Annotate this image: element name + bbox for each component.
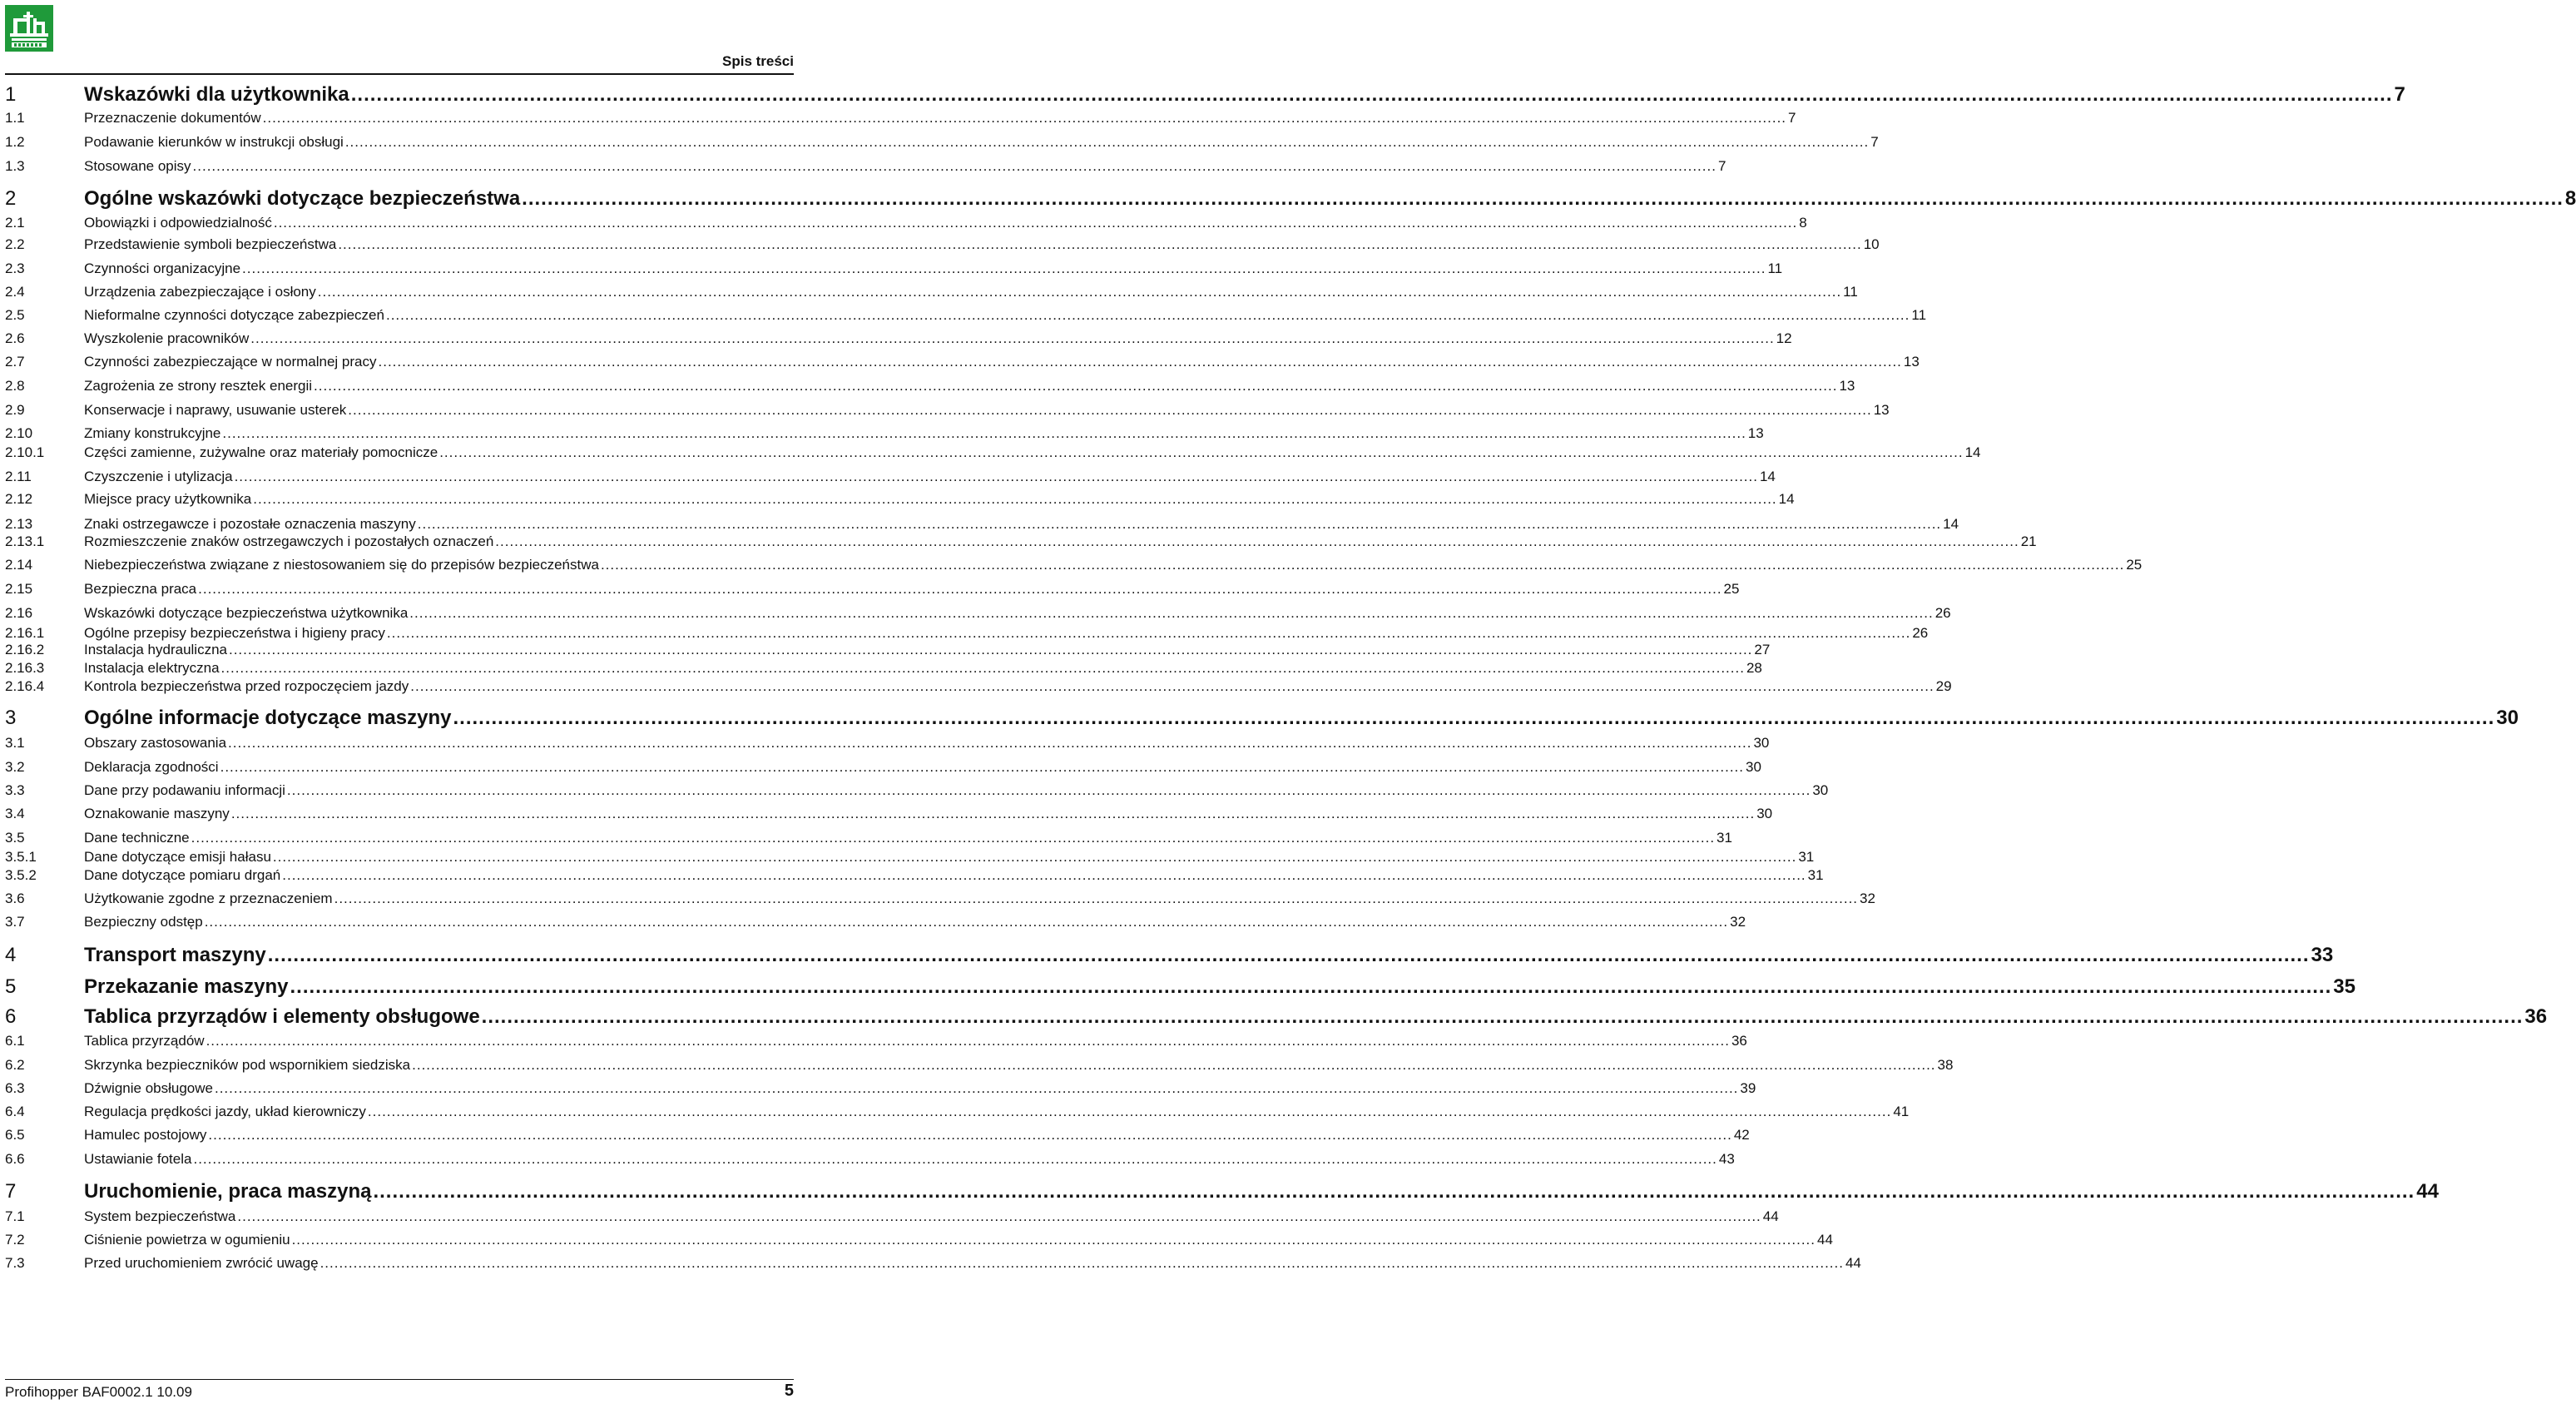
toc-page-number: 25 (1723, 581, 1740, 597)
toc-page-number: 21 (2020, 533, 2037, 549)
toc-title: Urządzenia zabezpieczające i osłony (84, 284, 316, 300)
toc-leader-dots (453, 707, 2494, 730)
toc-page-number: 42 (1733, 1127, 1750, 1143)
toc-section-row[interactable] (5, 215, 1807, 231)
amazone-logo-icon (5, 5, 53, 52)
toc-title: Wskazówki dla użytkownika (84, 83, 349, 106)
toc-number: 2.8 (5, 378, 25, 394)
toc-section-row[interactable] (5, 354, 1920, 370)
toc-leader-dots (253, 491, 1776, 508)
toc-page-number: 8 (1799, 215, 1807, 231)
toc-number: 3.4 (5, 806, 25, 821)
toc-page-number: 39 (1740, 1080, 1756, 1096)
toc-section-row[interactable] (5, 759, 1761, 776)
toc-number: 6.6 (5, 1151, 25, 1167)
toc-leader-dots (338, 236, 1861, 253)
toc-leader-dots (418, 516, 1941, 533)
toc-leader-dots (228, 735, 1751, 752)
toc-leader-dots (314, 378, 1837, 394)
toc-number: 3.5 (5, 830, 25, 846)
toc-title: Przed uruchomieniem zwrócić uwagę (84, 1255, 319, 1271)
toc-leader-dots (222, 425, 1746, 442)
toc-title: Wskazówki dotyczące bezpieczeństwa użytkownika (84, 605, 409, 621)
toc-number: 7 (5, 1180, 17, 1203)
toc-page-number: 30 (1746, 759, 1761, 775)
toc-chapter-row[interactable] (5, 83, 2405, 107)
toc-number: 1.2 (5, 134, 25, 150)
toc-page-number: 13 (1903, 354, 1920, 370)
toc-leader-dots (387, 625, 1910, 642)
header-title: Spis treści (722, 53, 794, 69)
toc-section-row[interactable] (5, 516, 1959, 533)
toc-section-row[interactable] (5, 533, 2037, 550)
toc-page-number: 28 (1746, 660, 1762, 676)
toc-chapter-row[interactable] (5, 975, 2356, 999)
toc-number: 6.4 (5, 1104, 25, 1119)
toc-page-number: 13 (1839, 378, 1855, 394)
toc-number: 3.6 (5, 891, 25, 906)
toc-page-number: 30 (2496, 707, 2519, 729)
toc-leader-dots (237, 1208, 1761, 1225)
toc-title: Rozmieszczenie znaków ostrzegawczych i pozostałych oznaczeń (84, 533, 494, 549)
toc-section-row[interactable] (5, 782, 1829, 799)
toc-leader-dots (348, 402, 1871, 419)
toc-page-number: 7 (1717, 158, 1726, 174)
toc-title: Obszary zastosowania (84, 735, 227, 751)
toc-title: Ogólne wskazówki dotyczące bezpieczeństwa (84, 187, 521, 210)
toc-chapter-row[interactable] (5, 187, 2576, 211)
toc-leader-dots (206, 1033, 1730, 1049)
toc-leader-dots (208, 1127, 1731, 1144)
toc-chapter-row[interactable] (5, 1005, 2548, 1029)
toc-section-row[interactable] (5, 660, 1762, 677)
toc-title: Nieformalne czynności dotyczące zabezpieczeń (84, 307, 384, 323)
toc-title: Tablica przyrządów (84, 1033, 205, 1049)
toc-leader-dots (273, 849, 1796, 866)
toc-page-number: 14 (1964, 444, 1981, 460)
toc-page-number: 32 (1730, 914, 1746, 930)
toc-page-number: 31 (1717, 830, 1732, 846)
toc-section-row[interactable] (5, 678, 1952, 695)
toc-leader-dots (386, 307, 1910, 324)
toc-section-row[interactable] (5, 1080, 1756, 1097)
toc-page-number: 30 (1753, 735, 1770, 751)
toc-title: Stosowane opisy (84, 158, 191, 174)
toc-leader-dots (373, 1180, 2415, 1203)
toc-section-row[interactable] (5, 378, 1855, 394)
toc-number: 2 (5, 187, 17, 210)
toc-leader-dots (282, 867, 1806, 884)
toc-number: 3.7 (5, 914, 25, 930)
toc-section-row[interactable] (5, 134, 1879, 151)
toc-number: 2.6 (5, 330, 25, 346)
toc-number: 1.1 (5, 110, 25, 126)
toc-title: Ogólne informacje dotyczące maszyny (84, 707, 452, 729)
toc-title: Czyszczenie i utylizacja (84, 469, 233, 484)
toc-title: Dane przy podawaniu informacji (84, 782, 285, 798)
toc-section-row[interactable] (5, 444, 1981, 461)
toc-number: 6.1 (5, 1033, 25, 1049)
toc-page-number: 8 (2564, 187, 2576, 210)
toc-page-number: 27 (1754, 642, 1771, 657)
toc-title: Znaki ostrzegawcze i pozostałe oznaczenia maszyny (84, 516, 416, 532)
toc-leader-dots (193, 1151, 1717, 1168)
toc-section-row[interactable] (5, 307, 1927, 324)
toc-section-row[interactable] (5, 642, 1771, 658)
toc-page-number: 30 (1756, 806, 1773, 821)
toc-number: 6.5 (5, 1127, 25, 1143)
toc-leader-dots (334, 891, 1858, 907)
toc-section-row[interactable] (5, 284, 1858, 300)
toc-page-number: 13 (1873, 402, 1890, 418)
toc-number: 1 (5, 83, 17, 106)
toc-title: Tablica przyrządów i elementy obsługowe (84, 1005, 480, 1028)
toc-number: 2.2 (5, 236, 25, 252)
toc-leader-dots (351, 83, 2393, 107)
toc-title: Konserwacje i naprawy, usuwanie usterek (84, 402, 347, 418)
toc-number: 2.16.2 (5, 642, 45, 657)
toc-title: Dane dotyczące emisji hałasu (84, 849, 271, 865)
header-divider (5, 73, 794, 75)
toc-page-number: 12 (1776, 330, 1792, 346)
toc-page-number: 35 (2333, 975, 2356, 998)
toc-leader-dots (231, 806, 1755, 822)
toc-leader-dots (198, 581, 1721, 598)
toc-section-row[interactable] (5, 867, 1824, 884)
toc-title: Miejsce pracy użytkownika (84, 491, 252, 507)
toc-page-number: 7 (1788, 110, 1796, 126)
toc-section-row[interactable] (5, 1033, 1747, 1049)
toc-leader-dots (318, 284, 1841, 300)
toc-leader-dots (368, 1104, 1891, 1120)
toc-title: Wyszkolenie pracowników (84, 330, 250, 346)
toc-title: Ustawianie fotela (84, 1151, 192, 1167)
toc-page-number: 7 (2394, 83, 2405, 106)
toc-number: 3 (5, 707, 17, 729)
toc-title: Instalacja elektryczna (84, 660, 220, 676)
toc-number: 2.16.1 (5, 625, 45, 641)
toc-page-number: 44 (2416, 1180, 2439, 1203)
toc-section-row[interactable] (5, 469, 1776, 485)
toc-number: 2.14 (5, 557, 33, 573)
toc-title: Obowiązki i odpowiedzialność (84, 215, 272, 231)
toc-title: Podawanie kierunków w instrukcji obsługi (84, 134, 344, 150)
toc-page-number: 26 (1934, 605, 1951, 621)
toc-number: 2.11 (5, 469, 32, 484)
toc-page-number: 14 (1778, 491, 1795, 507)
toc-number: 6 (5, 1005, 17, 1028)
toc-page-number: 44 (1816, 1232, 1833, 1248)
toc-section-row[interactable] (5, 581, 1740, 598)
toc-number: 2.1 (5, 215, 25, 231)
toc-title: Uruchomienie, praca maszyną (84, 1180, 372, 1203)
toc-title: Zmiany konstrukcyjne (84, 425, 221, 441)
toc-number: 3.5.2 (5, 867, 37, 883)
toc-page-number: 44 (1845, 1255, 1861, 1271)
toc-number: 6.3 (5, 1080, 25, 1096)
toc-section-row[interactable] (5, 1057, 1954, 1074)
toc-number: 2.7 (5, 354, 25, 370)
toc-section-row[interactable] (5, 260, 1783, 277)
toc-page-number: 38 (1937, 1057, 1954, 1073)
toc-leader-dots (250, 330, 1774, 347)
toc-title: System bezpieczeństwa (84, 1208, 236, 1224)
toc-title: Bezpieczna praca (84, 581, 197, 597)
toc-section-row[interactable] (5, 914, 1746, 930)
toc-title: Czynności zabezpieczające w normalnej pracy (84, 354, 377, 370)
toc-title: Bezpieczny odstęp (84, 914, 203, 930)
toc-chapter-row[interactable] (5, 1180, 2439, 1203)
toc-leader-dots (379, 354, 1902, 370)
toc-leader-dots (235, 469, 1758, 485)
toc-page-number: 26 (1912, 625, 1929, 641)
toc-section-row[interactable] (5, 830, 1732, 846)
toc-leader-dots (410, 678, 1934, 695)
toc-number: 2.16 (5, 605, 33, 621)
toc-title: Kontrola bezpieczeństwa przed rozpoczęciem jazdy (84, 678, 409, 694)
toc-leader-dots (205, 914, 1728, 930)
toc-title: Dane dotyczące pomiaru drgań (84, 867, 281, 883)
toc-number: 7.2 (5, 1232, 25, 1248)
toc-number: 2.4 (5, 284, 25, 300)
toc-number: 3.3 (5, 782, 25, 798)
toc-title: Czynności organizacyjne (84, 260, 241, 276)
toc-page-number: 14 (1759, 469, 1776, 484)
toc-page-number: 29 (1935, 678, 1952, 694)
toc-section-row[interactable] (5, 849, 1815, 866)
toc-leader-dots (268, 944, 2310, 967)
toc-number: 2.10 (5, 425, 33, 441)
toc-section-row[interactable] (5, 605, 1951, 622)
toc-number: 3.5.1 (5, 849, 37, 865)
toc-title: Przedstawienie symboli bezpieczeństwa (84, 236, 337, 252)
toc-leader-dots (482, 1005, 2524, 1029)
toc-title: Użytkowanie zgodne z przeznaczeniem (84, 891, 333, 906)
toc-leader-dots (320, 1255, 1844, 1272)
toc-page-number: 10 (1863, 236, 1880, 252)
toc-title: Hamulec postojowy (84, 1127, 207, 1143)
toc-page-number: 36 (2524, 1005, 2548, 1028)
toc-leader-dots (287, 782, 1811, 799)
toc-section-row[interactable] (5, 1232, 1833, 1248)
toc-section-row[interactable] (5, 330, 1792, 347)
toc-leader-dots (495, 533, 2019, 550)
toc-page-number: 33 (2311, 944, 2334, 966)
toc-section-row[interactable] (5, 110, 1796, 127)
toc-title: Przekazanie maszyny (84, 975, 289, 998)
toc-leader-dots (191, 830, 1715, 846)
toc-leader-dots (221, 660, 1745, 677)
toc-number: 2.16.3 (5, 660, 45, 676)
toc-leader-dots (274, 215, 1797, 231)
toc-leader-dots (242, 260, 1766, 277)
toc-number: 5 (5, 975, 17, 998)
toc-page-number: 13 (1747, 425, 1764, 441)
toc-title: Części zamienne, zużywalne oraz materiały pomocnicze (84, 444, 438, 460)
toc-section-row[interactable] (5, 425, 1764, 442)
toc-page-number: 14 (1943, 516, 1959, 532)
footer-document-id: Profihopper BAF0002.1 10.09 (5, 1384, 192, 1400)
toc-title: Niebezpieczeństwa związane z niestosowaniem się do przepisów bezpieczeństwa (84, 557, 599, 573)
toc-section-row[interactable] (5, 557, 2143, 573)
toc-page-number: 7 (1870, 134, 1879, 150)
toc-leader-dots (229, 642, 1752, 658)
toc-section-row[interactable] (5, 1255, 1861, 1272)
toc-page-number: 25 (2126, 557, 2143, 573)
toc-section-row[interactable] (5, 891, 1875, 907)
toc-page-number: 36 (1731, 1033, 1747, 1049)
toc-number: 6.2 (5, 1057, 25, 1073)
toc-title: Skrzynka bezpieczników pod wspornikiem siedziska (84, 1057, 411, 1073)
toc-chapter-row[interactable] (5, 707, 2519, 730)
toc-number: 7.1 (5, 1208, 25, 1224)
toc-page-number: 43 (1718, 1151, 1735, 1167)
toc-page-number: 11 (1767, 260, 1783, 276)
toc-section-row[interactable] (5, 236, 1880, 253)
toc-number: 2.5 (5, 307, 25, 323)
toc-leader-dots (409, 605, 1933, 622)
toc-leader-dots (215, 1080, 1738, 1097)
toc-title: Ogólne przepisy bezpieczeństwa i higieny pracy (84, 625, 385, 641)
toc-title: Deklaracja zgodności (84, 759, 219, 775)
toc-leader-dots (290, 975, 2331, 999)
toc-page-number: 44 (1762, 1208, 1779, 1224)
toc-page-number: 11 (1911, 307, 1927, 323)
toc-page-number: 30 (1812, 782, 1829, 798)
footer-page-number: 5 (784, 1382, 794, 1400)
toc-number: 2.3 (5, 260, 25, 276)
toc-title: Regulacja prędkości jazdy, układ kierowniczy (84, 1104, 366, 1119)
toc-number: 2.9 (5, 402, 25, 418)
toc-title: Transport maszyny (84, 944, 266, 966)
toc-number: 3.2 (5, 759, 25, 775)
toc-page-number: 41 (1893, 1104, 1910, 1119)
toc-number: 2.13.1 (5, 533, 45, 549)
toc-leader-dots (439, 444, 1963, 461)
toc-leader-dots (522, 187, 2564, 211)
toc-leader-dots (292, 1232, 1816, 1248)
toc-section-row[interactable] (5, 625, 1929, 642)
toc-number: 3.1 (5, 735, 25, 751)
toc-section-row[interactable] (5, 491, 1795, 508)
toc-number: 2.16.4 (5, 678, 45, 694)
toc-leader-dots (263, 110, 1786, 127)
toc-page-number: 11 (1843, 284, 1858, 300)
toc-section-row[interactable] (5, 402, 1890, 419)
toc-number: 2.12 (5, 491, 33, 507)
toc-number: 2.10.1 (5, 444, 45, 460)
toc-leader-dots (412, 1057, 1935, 1074)
toc-leader-dots (193, 158, 1717, 175)
toc-number: 7.3 (5, 1255, 25, 1271)
toc-number: 2.13 (5, 516, 33, 532)
toc-title: Zagrożenia ze strony resztek energii (84, 378, 313, 394)
toc-number: 2.15 (5, 581, 33, 597)
toc-number: 4 (5, 944, 17, 966)
toc-page-number: 32 (1860, 891, 1875, 906)
toc-title: Dane techniczne (84, 830, 190, 846)
toc-section-row[interactable] (5, 1127, 1750, 1144)
toc-title: Instalacja hydrauliczna (84, 642, 227, 657)
toc-leader-dots (601, 557, 2124, 573)
toc-title: Ciśnienie powietrza w ogumieniu (84, 1232, 290, 1248)
toc-chapter-row[interactable] (5, 944, 2334, 967)
toc-page-number: 31 (1807, 867, 1824, 883)
toc-title: Dźwignie obsługowe (84, 1080, 213, 1096)
toc-page-number: 31 (1798, 849, 1815, 865)
toc-section-row[interactable] (5, 806, 1773, 822)
toc-section-row[interactable] (5, 1104, 1910, 1120)
toc-title: Oznakowanie maszyny (84, 806, 230, 821)
toc-leader-dots (220, 759, 1744, 776)
toc-section-row[interactable] (5, 1151, 1735, 1168)
toc-section-row[interactable] (5, 158, 1726, 175)
toc-section-row[interactable] (5, 1208, 1779, 1225)
toc-section-row[interactable] (5, 735, 1770, 752)
toc-number: 1.3 (5, 158, 25, 174)
toc-title: Przeznaczenie dokumentów (84, 110, 261, 126)
footer-divider (5, 1379, 794, 1380)
toc-leader-dots (345, 134, 1869, 151)
